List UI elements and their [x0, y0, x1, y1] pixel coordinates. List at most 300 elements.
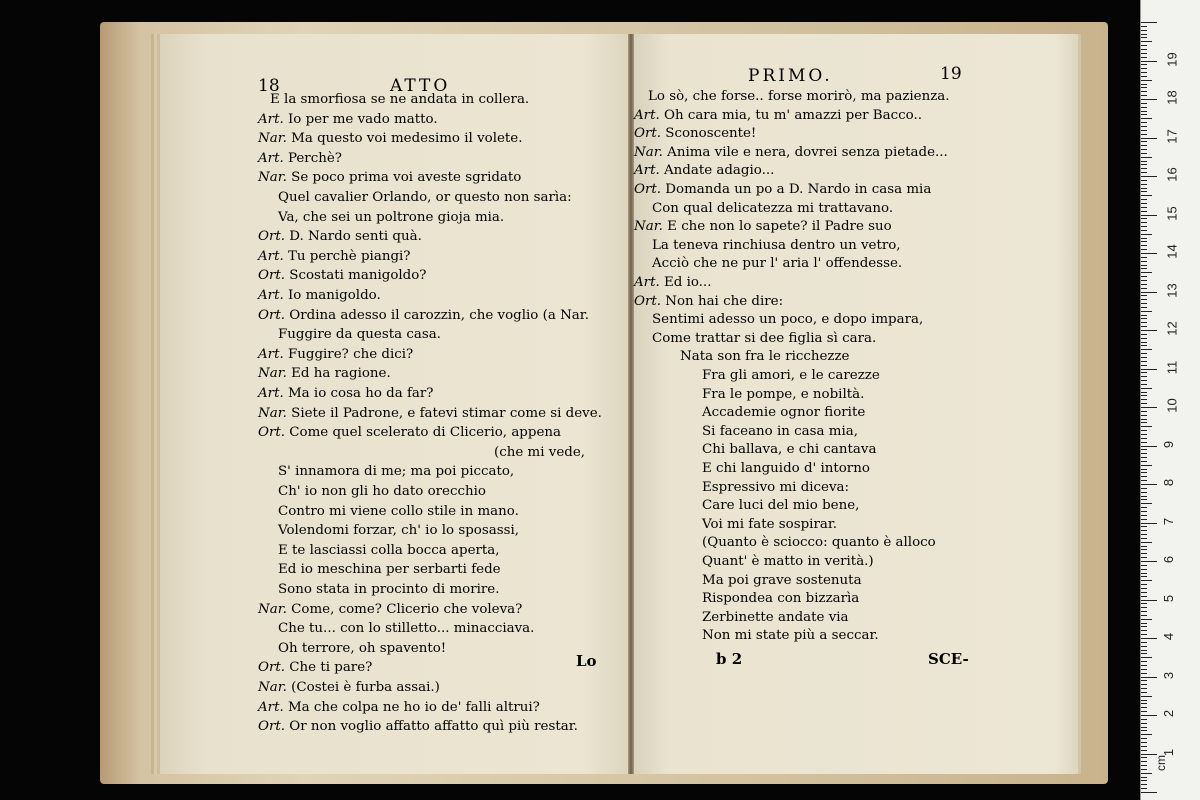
line-text: Come quel scelerato di Clicerio, appena [289, 425, 561, 441]
line-text: Non mi state più a seccar. [702, 628, 879, 644]
left-catchword: Lo [576, 652, 597, 670]
line-text: Io manigoldo. [287, 288, 381, 303]
ruler-number: 16 [1164, 167, 1180, 182]
ruler-tick [1141, 630, 1147, 631]
ruler-tick [1141, 623, 1147, 624]
ruler-tick [1141, 653, 1147, 654]
ruler-tick [1141, 380, 1147, 381]
line-text: Come trattar si dee figlia sì cara. [652, 330, 877, 346]
ruler-tick [1141, 238, 1147, 239]
text-line [278, 640, 446, 657]
ruler-tick [1141, 399, 1147, 400]
ruler-tick [1141, 519, 1147, 520]
text-line [258, 365, 391, 382]
ruler-tick [1141, 345, 1147, 346]
ruler-tick [1141, 438, 1147, 439]
ruler-tick [1141, 592, 1147, 593]
ruler-tick [1141, 607, 1147, 608]
ruler-tick [1141, 357, 1147, 358]
ruler-tick [1141, 61, 1157, 62]
line-text: Sconoscente! [665, 126, 757, 142]
line-text: (Costei è furba assai.) [291, 680, 440, 695]
ruler-number: 17 [1164, 128, 1180, 144]
ruler-tick [1141, 191, 1147, 192]
ruler-tick [1141, 87, 1147, 88]
ruler-tick [1141, 430, 1147, 431]
ruler-tick [1141, 188, 1147, 189]
ruler-tick [1141, 245, 1147, 246]
line-text: Rispondea con bizzarìa [702, 591, 860, 607]
text-line [258, 228, 422, 245]
text-line [634, 218, 892, 235]
ruler-tick [1141, 534, 1147, 535]
ruler-tick [1141, 611, 1147, 612]
ruler-tick [1141, 419, 1147, 420]
ruler-number: 3 [1161, 671, 1177, 679]
ruler-tick [1141, 361, 1147, 362]
ruler-tick [1141, 472, 1147, 473]
ruler-tick [1141, 407, 1157, 408]
ruler-tick [1141, 707, 1147, 708]
line-text: Sono stata in procinto di morire. [278, 582, 500, 597]
speaker-label: Art. [258, 150, 288, 166]
right-catchword: SCE- [928, 650, 969, 668]
ruler-tick [1141, 288, 1147, 289]
line-text: Ma che colpa ne ho io de' falli altrui? [287, 699, 540, 715]
ruler-tick [1141, 696, 1152, 697]
ruler-tick [1141, 184, 1147, 185]
ruler-tick [1141, 53, 1147, 54]
line-text: Ch' io non gli ho dato orecchio [278, 484, 486, 499]
ruler-tick [1141, 754, 1157, 755]
text-line [494, 444, 585, 461]
ruler-tick [1141, 30, 1147, 31]
ruler-tick [1141, 384, 1147, 385]
speaker-label: Nar. [258, 366, 292, 382]
text-line [702, 404, 865, 421]
line-text: Fuggire? che dici? [287, 346, 414, 362]
speaker-label: Art. [634, 107, 664, 123]
ruler-tick [1141, 750, 1147, 751]
ruler-number: 11 [1164, 360, 1180, 374]
ruler-tick [1141, 257, 1147, 258]
ruler-tick [1141, 688, 1147, 689]
ruler-tick [1141, 395, 1147, 396]
text-line [258, 424, 561, 441]
ruler-tick [1141, 215, 1157, 216]
line-text: Oh cara mia, tu m' amazzi per Bacco.. [663, 107, 922, 123]
text-line [634, 162, 774, 179]
speaker-label: Ort. [258, 660, 290, 676]
speaker-label: Nar. [258, 601, 292, 617]
speaker-label: Ort. [258, 307, 290, 323]
ruler-tick [1141, 253, 1157, 254]
line-text: Quant' è matto in verità.) [702, 554, 874, 569]
ruler-tick [1141, 41, 1152, 42]
text-line [652, 255, 902, 272]
ruler-tick [1141, 488, 1147, 489]
ruler-number: 19 [1164, 51, 1180, 67]
ruler-tick [1141, 315, 1147, 316]
ruler-tick [1141, 553, 1147, 554]
text-line [278, 620, 534, 637]
line-text: Fra le pompe, e nobiltà. [702, 386, 865, 402]
right-signature-mark: b 2 [716, 650, 743, 668]
ruler-tick [1141, 677, 1157, 678]
speaker-label: Art. [258, 111, 288, 127]
ruler-tick [1141, 153, 1147, 154]
line-text: E chi languido d' intorno [702, 461, 870, 476]
ruler-tick [1141, 576, 1147, 577]
ruler-tick [1141, 103, 1147, 104]
text-line [258, 718, 578, 735]
ruler-tick [1141, 203, 1147, 204]
text-line [278, 463, 514, 480]
line-text: Anima vile e nera, dovrei senza pietade... [667, 144, 948, 160]
ruler-tick [1141, 600, 1157, 601]
speaker-label: Art. [258, 346, 288, 362]
ruler-tick [1141, 122, 1147, 123]
text-line [278, 581, 499, 598]
right-running-header: PRIMO. [748, 66, 833, 86]
ruler-tick [1141, 326, 1147, 327]
text-line [634, 274, 711, 291]
line-text: Or non voglio affatto affatto quì più restar. [289, 719, 578, 735]
ruler-tick [1141, 161, 1147, 162]
speaker-label: Ort. [634, 182, 666, 197]
ruler-tick [1141, 37, 1147, 38]
ruler-tick [1141, 172, 1147, 173]
text-line [258, 111, 438, 128]
ruler-tick [1141, 530, 1147, 531]
ruler-tick [1141, 114, 1147, 115]
text-line [634, 125, 756, 142]
ruler-tick [1141, 26, 1147, 27]
ruler-tick [1141, 765, 1147, 766]
text-line [652, 330, 876, 347]
ruler-tick [1141, 64, 1147, 65]
ruler-tick [1141, 303, 1147, 304]
line-text: Accademie ognor fiorite [702, 405, 866, 421]
line-text: La teneva rinchiusa dentro un vetro, [652, 237, 901, 253]
line-text: Con qual delicatezza mi trattavano. [652, 200, 894, 216]
text-line [702, 534, 936, 551]
line-text: Domanda un po a D. Nardo in casa mia [665, 182, 932, 197]
ruler-number: 12 [1164, 321, 1180, 336]
ruler-tick [1141, 680, 1147, 681]
line-text: E che non lo sapete? il Padre suo [667, 219, 892, 235]
ruler-tick [1141, 91, 1147, 92]
speaker-label: Ort. [634, 126, 666, 142]
ruler-tick [1141, 692, 1147, 693]
ruler-tick [1141, 457, 1147, 458]
text-line [258, 405, 602, 422]
ruler-number: 2 [1161, 709, 1177, 718]
ruler-tick [1141, 265, 1147, 266]
line-text: Nata son fra le ricchezze [680, 349, 850, 365]
line-text: Io per me vado matto. [287, 111, 438, 127]
text-line [702, 590, 859, 607]
ruler-tick [1141, 80, 1152, 81]
ruler-tick [1141, 411, 1147, 412]
ruler-tick [1141, 638, 1157, 639]
ruler-tick [1141, 130, 1147, 131]
line-text: Se poco prima voi aveste sgridato [291, 170, 522, 186]
text-line [278, 522, 519, 539]
line-text: (che mi vede, [494, 444, 586, 460]
line-text: Andate adagio... [663, 163, 775, 179]
ruler-tick [1141, 603, 1147, 604]
speaker-label: Art. [634, 275, 664, 290]
text-line [634, 144, 948, 161]
ruler-tick [1141, 569, 1147, 570]
ruler-number: 15 [1164, 205, 1180, 221]
ruler-number: 8 [1161, 478, 1177, 487]
ruler-tick [1141, 22, 1157, 23]
text-line [278, 189, 572, 206]
ruler-tick [1141, 234, 1152, 235]
line-text: (Quanto è sciocco: quanto è alloco [702, 535, 936, 551]
ruler-tick [1141, 742, 1147, 743]
ruler-tick [1141, 403, 1147, 404]
line-text: Scostati manigoldo? [289, 268, 427, 284]
line-text: Espressivo mi diceva: [702, 479, 850, 495]
ruler-tick [1141, 342, 1147, 343]
ruler-tick [1141, 157, 1152, 158]
ruler-tick [1141, 292, 1157, 293]
left-running-header: ATTO [390, 76, 451, 96]
ruler-tick [1141, 180, 1147, 181]
ruler-tick [1141, 34, 1147, 35]
text-line [702, 572, 862, 589]
ruler-tick [1141, 369, 1157, 370]
ruler-tick [1141, 199, 1147, 200]
ruler-tick [1141, 719, 1147, 720]
ruler-tick [1141, 734, 1152, 735]
ruler-tick [1141, 168, 1147, 169]
ruler-tick [1141, 515, 1147, 516]
ruler-tick [1141, 45, 1147, 46]
text-line [702, 386, 864, 403]
ruler-tick [1141, 376, 1147, 377]
text-line [702, 516, 837, 533]
text-line [278, 209, 504, 226]
line-text: Chi ballava, e chi cantava [702, 442, 877, 458]
ruler-tick [1141, 700, 1147, 701]
ruler-tick [1141, 646, 1147, 647]
ruler-number: 6 [1161, 555, 1177, 564]
line-text: E la smorfiosa se ne andata in collera. [270, 92, 530, 107]
ruler-tick [1141, 307, 1147, 308]
text-line [258, 130, 522, 147]
ruler-tick [1141, 134, 1147, 135]
text-line [258, 601, 522, 618]
text-line [702, 627, 879, 644]
ruler-tick [1141, 507, 1147, 508]
ruler-tick [1141, 349, 1152, 350]
line-text: Volendomi forzar, ch' io lo sposassi, [278, 523, 520, 539]
speaker-label: Nar. [258, 680, 292, 695]
text-line [258, 659, 372, 676]
text-line [634, 181, 931, 198]
ruler-tick [1141, 195, 1152, 196]
ruler-tick [1141, 788, 1147, 789]
text-line [258, 385, 433, 402]
ruler-tick [1141, 511, 1147, 512]
ruler-tick [1141, 126, 1147, 127]
ruler-tick [1141, 492, 1147, 493]
ruler-tick [1141, 526, 1147, 527]
ruler-tick [1141, 453, 1147, 454]
ruler-number: 10 [1164, 398, 1180, 413]
speaker-label: Ort. [258, 229, 290, 245]
text-line [278, 483, 486, 500]
line-text: Ed io meschina per serbarti fede [278, 562, 501, 578]
ruler-tick [1141, 76, 1147, 77]
ruler-tick [1141, 68, 1147, 69]
speaker-label: Ort. [258, 268, 290, 284]
ruler-tick [1141, 746, 1147, 747]
text-line [652, 311, 923, 328]
ruler-tick [1141, 661, 1147, 662]
line-text: Va, che sei un poltrone gioja mia. [278, 209, 505, 225]
text-line [702, 441, 876, 458]
ruler-tick [1141, 276, 1147, 277]
line-text: Zerbinette andate via [702, 609, 849, 625]
ruler-tick [1141, 365, 1147, 366]
ruler-tick [1141, 549, 1147, 550]
speaker-label: Nar. [634, 144, 668, 160]
line-text: Contro mi viene collo stile in mano. [278, 503, 519, 519]
line-text: Ma poi grave sostenuta [702, 572, 862, 588]
ruler-tick [1141, 84, 1147, 85]
ruler-tick [1141, 442, 1147, 443]
line-text: Ordina adesso il carozzin, che voglio (a Nar. [289, 307, 589, 323]
line-text: Fuggire da questa casa. [278, 327, 441, 343]
line-text: Care luci del mio bene, [702, 498, 860, 514]
text-line [680, 348, 849, 365]
ruler-tick [1141, 299, 1147, 300]
ruler-tick [1141, 561, 1157, 562]
ruler-number: 5 [1161, 594, 1177, 602]
ruler-tick [1141, 642, 1147, 643]
text-line [278, 561, 501, 578]
text-line [702, 460, 870, 477]
ruler-tick [1141, 295, 1147, 296]
line-text: Voi mi fate sospirar. [702, 516, 838, 532]
text-line [702, 609, 849, 626]
ruler-tick [1141, 596, 1147, 597]
speaker-label: Ort. [634, 293, 666, 309]
text-line [258, 346, 413, 363]
ruler-tick [1141, 773, 1152, 774]
line-text: Ma questo voi medesimo il volete. [291, 131, 523, 147]
ruler-tick [1141, 780, 1147, 781]
ruler-tick [1141, 218, 1147, 219]
ruler-tick [1141, 588, 1147, 589]
line-text: Ed ha ragione. [291, 366, 391, 382]
ruler-tick [1141, 711, 1147, 712]
ruler-tick [1141, 684, 1147, 685]
left-page-number: 18 [258, 76, 280, 96]
text-line [258, 150, 342, 167]
line-text: Ma io cosa ho da far? [287, 386, 434, 401]
ruler-number: 18 [1164, 90, 1180, 105]
line-text: Oh terrore, oh spavento! [278, 640, 447, 656]
ruler-tick [1141, 334, 1147, 335]
text-line [702, 367, 880, 384]
ruler-tick [1141, 465, 1152, 466]
text-line [258, 307, 589, 324]
ruler-tick [1141, 461, 1147, 462]
ruler-tick [1141, 757, 1147, 758]
ruler-tick [1141, 665, 1147, 666]
ruler-tick [1141, 272, 1152, 273]
ruler-tick [1141, 176, 1157, 177]
text-line [258, 679, 440, 696]
line-text: Si faceano in casa mia, [702, 423, 858, 439]
speaker-label: Nar. [258, 170, 292, 186]
ruler-tick [1141, 619, 1152, 620]
ruler-tick [1141, 311, 1152, 312]
speaker-label: Nar. [634, 219, 668, 235]
ruler-tick [1141, 730, 1147, 731]
ruler-tick [1141, 372, 1147, 373]
text-line [702, 479, 849, 496]
line-text: Che ti pare? [289, 660, 373, 676]
text-line [634, 293, 783, 310]
ruler-tick [1141, 95, 1147, 96]
line-text: Che tu... con lo stilletto... minacciava. [278, 621, 535, 637]
speaker-label: Ort. [258, 719, 290, 735]
ruler-tick [1141, 542, 1152, 543]
ruler-number: 9 [1161, 440, 1177, 448]
ruler-tick [1141, 584, 1147, 585]
ruler-tick [1141, 338, 1147, 339]
ruler-tick [1141, 484, 1157, 485]
line-text: Perchè? [287, 150, 342, 166]
ruler-tick [1141, 145, 1147, 146]
right-page-number: 19 [940, 64, 962, 84]
ruler-tick [1141, 280, 1147, 281]
ruler-tick [1141, 777, 1147, 778]
ruler-tick [1141, 769, 1147, 770]
ruler-tick [1141, 249, 1147, 250]
ruler-tick [1141, 480, 1147, 481]
text-line [270, 91, 529, 108]
ruler-tick [1141, 523, 1157, 524]
text-line [278, 503, 519, 520]
ruler-tick [1141, 268, 1147, 269]
speaker-label: Art. [258, 248, 288, 264]
ruler-tick [1141, 72, 1147, 73]
line-text: Sentimi adesso un poco, e dopo impara, [652, 312, 924, 328]
ruler-tick [1141, 499, 1147, 500]
ruler-tick [1141, 426, 1152, 427]
ruler-tick [1141, 546, 1147, 547]
ruler-unit: cm [1154, 755, 1168, 771]
ruler-tick [1141, 496, 1147, 497]
line-text: Ed io... [663, 275, 712, 290]
ruler-number: 7 [1161, 517, 1177, 525]
ruler-tick [1141, 322, 1147, 323]
ruler-tick [1141, 261, 1147, 262]
speaker-label: Art. [258, 386, 288, 401]
ruler-tick [1141, 241, 1147, 242]
ruler-tick [1141, 723, 1147, 724]
ruler-tick [1141, 284, 1147, 285]
line-text: D. Nardo senti quà. [289, 229, 422, 245]
